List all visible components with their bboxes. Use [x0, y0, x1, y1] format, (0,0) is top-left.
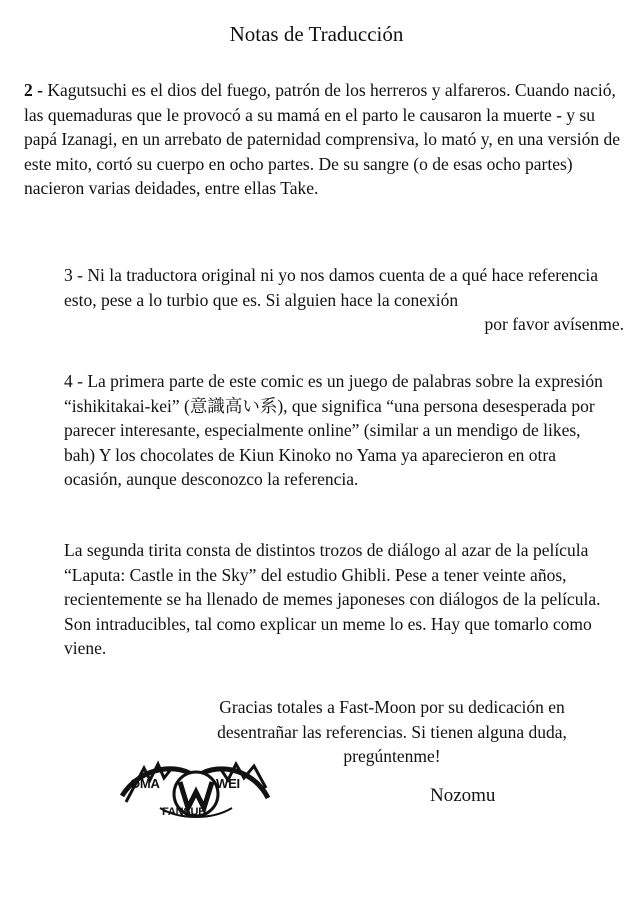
note-3	[64, 263, 624, 337]
note-2	[24, 78, 624, 201]
logo-text-right: WEI	[216, 776, 240, 791]
page-title: Notas de Traducción	[229, 22, 404, 46]
logo-emblem-icon	[120, 758, 270, 830]
fansub-logo	[120, 758, 270, 830]
note-2-number: 2 -	[24, 80, 43, 100]
logo-text-left: OMA	[130, 776, 160, 791]
signature: Nozomu	[430, 785, 496, 806]
note-4-second-part: La segunda tirita consta de distintos trozos de diálogo al azar de la película “Laputa: Castle in the Sky” del estudio Ghibli. Pese a tener veinte años, recientemente se ha llenado de memes japoneses con diálogos de la película. Son intraducibles, tal como explicar un meme lo es. Hay que tomarlo como viene.	[64, 540, 601, 659]
note-2-text: Kagutsuchi es el dios del fuego, patrón de los herreros y alfareros. Cuando nació, las quemaduras que le provocó a su mamá en el parto le causaron la muerte - y su papá Izanagi, en un arrebato de paternidad comprensiva, lo mató y, en una versión de este mito, cortó su cuerpo en ocho partes. De su sangre (o de esas ocho partes) nacieron varias deidades, entre ellas Take.	[24, 80, 621, 199]
thanks-message: Gracias totales a Fast-Moon por su dedicación en desentrañar las referencias. Si tienen alguna duda, pregúntenme!	[217, 697, 567, 767]
note-3-text: 3 - Ni la traductora original ni yo nos damos cuenta de a qué hace referencia esto, pese a lo turbio que es. Si alguien hace la conexión	[64, 265, 599, 310]
note-3-tail: por favor avísenme.	[484, 314, 624, 335]
logo-text-bottom: FANSUB	[162, 806, 207, 818]
note-4: 4 - La primera parte de este comic es un juego de palabras sobre la expresión “ishikitakai-kei” (意識高い系), que significa “una persona desesperada por parecer interesante, especialmente online” (similar a un mendigo de likes, bah) Y los chocolates de Kiun Kinoko no Yama ya aparecieron en otra ocasión, aunque desconozco la referencia.	[64, 371, 603, 490]
